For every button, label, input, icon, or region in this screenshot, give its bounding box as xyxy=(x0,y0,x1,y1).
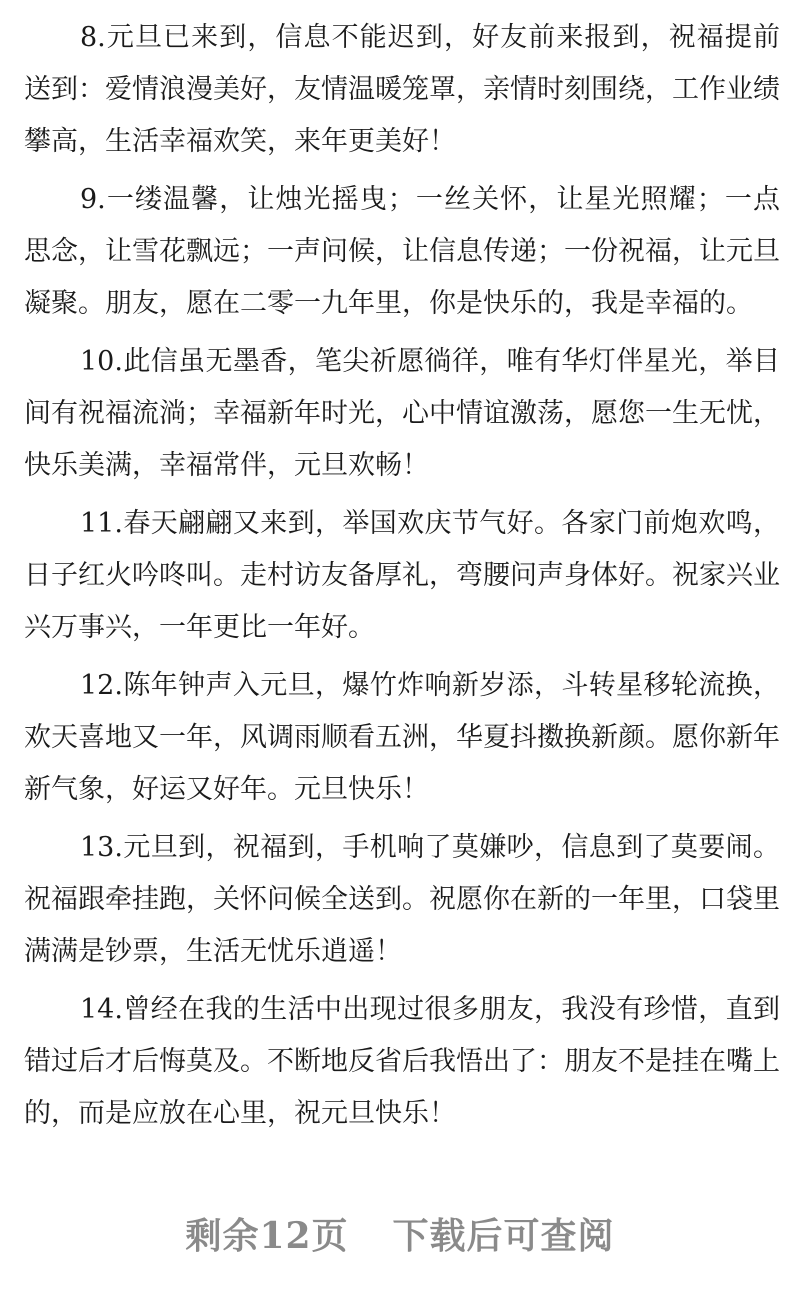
paragraph-13: 13.元旦到，祝福到，手机响了莫嫌吵，信息到了莫要闹。祝福跟牵挂跑，关怀问候全送到。祝愿你在新的一年里，口袋里满满是钞票，生活无忧乐逍遥！ xyxy=(24,832,780,967)
download-prompt[interactable] xyxy=(0,1208,800,1259)
paragraph-14: 14.曾经在我的生活中出现过很多朋友，我没有珍惜，直到错过后才后悔莫及。不断地反省后我悟出了：朋友不是挂在嘴上的，而是应放在心里，祝元旦快乐！ xyxy=(24,994,780,1129)
paragraph-9: 9.一缕温馨，让烛光摇曳；一丝关怀，让星光照耀；一点思念，让雪花飘远；一声问候，让信息传递；一份祝福，让元旦凝聚。朋友，愿在二零一九年里，你是快乐的，我是幸福的。 xyxy=(24,184,780,319)
paragraph-8: 8.元旦已来到，信息不能迟到，好友前来报到，祝福提前送到：爱情浪漫美好，友情温暖笼罩，亲情时刻围绕，工作业绩攀高，生活幸福欢笑，来年更美好！ xyxy=(24,22,780,157)
document-body xyxy=(24,12,780,1146)
paragraph-11: 11.春天翩翩又来到，举国欢庆节气好。各家门前炮欢鸣，日子红火吟咚叫。走村访友备厚礼，弯腰问声身体好。祝家兴业兴万事兴，一年更比一年好。 xyxy=(24,508,780,643)
paragraph-12: 12.陈年钟声入元旦，爆竹炸响新岁添，斗转星移轮流换，欢天喜地又一年，风调雨顺看五洲，华夏抖擞换新颜。愿你新年新气象，好运又好年。元旦快乐！ xyxy=(24,670,780,805)
remaining-pages-label: 剩余12页 xyxy=(185,1215,349,1257)
download-to-view-link[interactable]: 下载后可查阅 xyxy=(392,1215,615,1257)
paragraph-10: 10.此信虽无墨香，笔尖祈愿徜徉，唯有华灯伴星光，举目间有祝福流淌；幸福新年时光，心中情谊激荡，愿您一生无忧，快乐美满，幸福常伴，元旦欢畅！ xyxy=(24,346,780,481)
